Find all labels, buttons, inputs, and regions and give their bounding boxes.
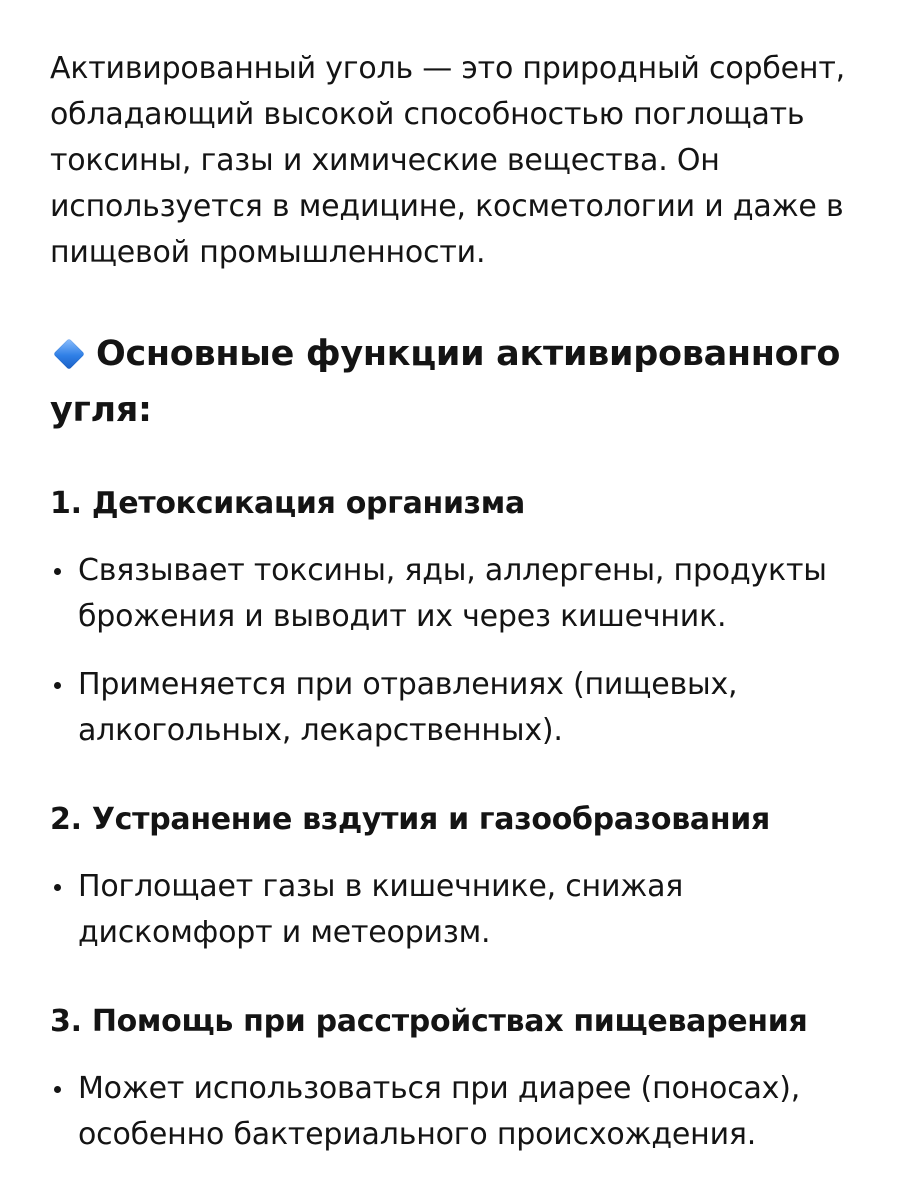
bullet-item: [50, 662, 850, 754]
bullet-list: [50, 548, 850, 754]
bullet-text: Применяется при отравлениях (пищевых, алкогольных, лекарственных).: [78, 667, 738, 748]
bullet-list: [50, 864, 850, 956]
bullet-text: Связывает токсины, яды, аллергены, продукты брожения и выводит их через кишечник.: [78, 553, 827, 634]
function-block-detox: [50, 482, 850, 754]
section-title: [50, 326, 850, 438]
bullet-item: [50, 1066, 850, 1158]
bullet-dot-icon: [54, 884, 61, 891]
bullet-dot-icon: [54, 568, 61, 575]
function-block-digestion: [50, 1000, 850, 1158]
intro-paragraph: Активированный уголь — это природный сорбент, обладающий высокой способностью поглощать токсины, газы и химические вещества. Он используется в медицине, косметологии и даже в пищевой промышленности.: [50, 51, 845, 270]
section-title-text: Основные функции активированного угля:: [50, 334, 841, 430]
function-heading: 1. Детоксикация организма: [50, 486, 525, 521]
bullet-item: [50, 864, 850, 956]
function-heading: 2. Устранение вздутия и газообразования: [50, 802, 770, 837]
bullet-text: Поглощает газы в кишечнике, снижая дискомфорт и метеоризм.: [78, 869, 684, 950]
article: [50, 46, 850, 1158]
bullet-dot-icon: [54, 1086, 61, 1093]
function-heading: 3. Помощь при расстройствах пищеварения: [50, 1004, 808, 1039]
function-block-bloating: [50, 798, 850, 956]
blue-diamond-icon: [53, 338, 85, 370]
bullet-dot-icon: [54, 682, 61, 689]
bullet-item: [50, 548, 850, 640]
bullet-text: Может использоваться при диарее (поносах), особенно бактериального происхождения.: [78, 1071, 801, 1152]
bullet-list: [50, 1066, 850, 1158]
